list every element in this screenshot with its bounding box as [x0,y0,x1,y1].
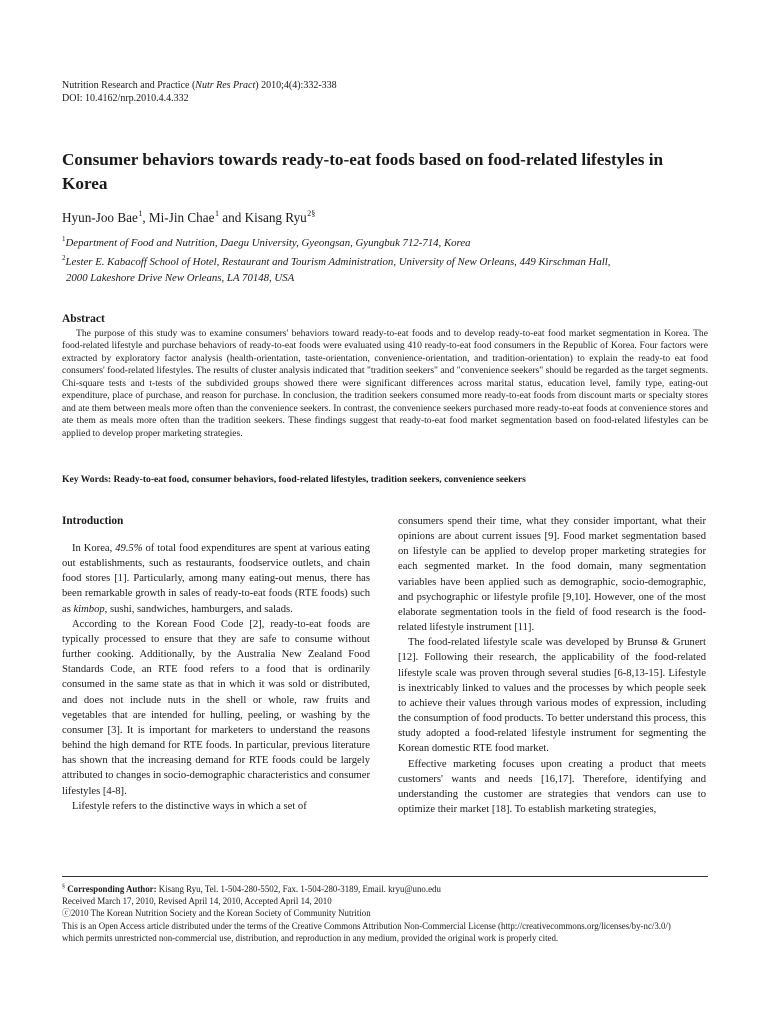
body-column-left [62,514,370,814]
paragraph: consumers spend their time, what they consider important, what their opinions are about current issues [9]. Food market segmentation based on lifestyle can be applied to develop proper marketing strategies for each segmented market. In the food domain, many segmentation variables have been applied such as demographic, socio-demographic, and psychographic or lifestyle profile [9,10]. However, one of the most elaborate segmentation tools in the field of food research is the food-related lifestyle instrument [11]. [398,516,706,634]
author-name: Mi-Jin Chae [148,210,215,225]
affiliation-2-cont: 2000 Lakeshore Drive New Orleans, LA 70148, USA [66,271,295,284]
journal-header [62,80,337,105]
section-heading-introduction: Introduction [62,515,124,527]
affiliations [62,232,722,286]
dates: Received March 17, 2010, Revised April 14, 2010, Accepted April 14, 2010 [62,896,332,907]
author-list: Hyun-Joo Bae$^1$, Mi-Jin Chae$^1$ and Kisang Ryu$^{2\S}$ [62,209,316,225]
abstract-heading: Abstract [62,313,105,325]
journal-citation: Nutrition Research and Practice (Nutr Res Pract) 2010;4(4):332-338 [62,80,337,91]
footnotes [62,881,722,944]
affiliation-1: $^1$Department of Food and Nutrition, Daegu University, Gyeongsan, Gyungbuk 712-714, Korea [62,235,471,249]
footnote-divider [62,876,708,877]
copyright: ⓒ2010 The Korean Nutrition Society and the Korean Society of Community Nutrition [62,908,371,919]
author-name: Kisang Ryu [244,210,307,225]
license-line-2: which permits unrestricted non-commercial use, distribution, and reproduction in any medium, provided the original work is properly cited. [62,932,559,943]
license-line-1: This is an Open Access article distributed under the terms of the Creative Commons Attribution Non-Commercial License (http://creativecommons.org/licenses/by-nc/3.0/) [62,920,671,931]
doi[interactable]: DOI: 10.4162/nrp.2010.4.4.332 [62,92,189,104]
paper-title: Consumer behaviors towards ready-to-eat foods based on food-related lifestyles in Korea [62,150,664,193]
paragraph: According to the Korean Food Code [2], ready-to-eat foods are typically processed to ensure that they are safe to consume without further cooking. Additionally, by the Australia New Zealand Food Standards Code, an RTE food refers to a food that is ordinarily consumed in the same state as that in which it was sold or distributed, and does not include nuts in the shell or whole, raw fruits and vegetables that are intended for hulling, peeling, or washing by the consumer [3]. It is important for marketers to understand the reasons behind the high demand for RTE foods. In particular, previous literature has shown that the increasing demand for RTE foods could be largely attributed to changes in socio-demographic characteristics and consumer lifestyles [4-8]. [62,618,370,797]
abstract-text: The purpose of this study was to examine consumers' behaviors toward ready-to-eat foods and to develop ready-to-eat food market segmentation in Korea. The food-related lifestyle and purchase behaviors of ready-to-eat foods were evaluated using 410 ready-to-eat food consumers in the Republic of Korea. Four factors were extracted by exploratory factor analysis (health-orientation, taste-orientation, convenience-orientation, and tradition-orientation) to explain the ready-to eat food consumers' food-related lifestyles. The results of cluster analysis indicated that "tradition seekers" and "convenience seekers" should be regarded as the target segments. Chi-square tests and t-tests of the subdivided groups showed there were significant differences across marital status, education level, family type, eating-out expenditure, place of purchase, and reason for purchase. In conclusion, the tradition seekers consumed more ready-to-eat foods from discount marts or specialty stores and ate them between meals more often than the convenience seekers. In contrast, the convenience seekers purchased more ready-to-eat foods at convenience stores and ate them as meals more often than the tradition seekers. These findings suggest that ready-to-eat food market segmentation based on food-related lifestyles can be applied to develop proper marketing strategies. [62,328,708,439]
affiliation-2: $^2$Lester E. Kabacoff School of Hotel, Restaurant and Tourism Administration, University of New Orleans, 449 Kirschman Hall, [62,254,611,269]
author-name: Hyun-Joo Bae [62,210,138,225]
paragraph: The food-related lifestyle scale was developed by Brunsø & Grunert [12]. Following their research, the applicability of the food-related lifestyle scale was proven through several studies [6-8,13-15]. Lifestyle is inextricably linked to values and the processes by which people seek to achieve their values through various modes of expression, including the consumption of food products. To better understand this process, this study adopted a food-related lifestyle instrument for segmenting the Korean domestic RTE food market. [398,637,706,755]
body-column-right [398,514,706,817]
paragraph: Lifestyle refers to the distinctive ways in which a set of [72,800,307,812]
corresponding-author: § Corresponding Author: Kisang Ryu, Tel. 1-504-280-5502, Fax. 1-504-280-3189, Email. kryu@uno.edu [62,884,441,894]
keywords: Key Words: Ready-to-eat food, consumer behaviors, food-related lifestyles, tradition seekers, convenience seekers [62,474,526,485]
paragraph: In Korea, 49.5% of total food expenditures are spent at various eating out establishments, such as restaurants, foodservice outlets, and chain food stores [1]. Particularly, among many eating-out menus, there has been remarkable growth in sales of ready-to-eat foods (RTE foods) such as kimbop, sushi, sandwiches, hamburgers, and salads. [62,543,370,615]
paragraph: Effective marketing focuses upon creating a product that meets customers' wants and needs [16,17]. Therefore, identifying and understanding the customer are strategies that vendors can use to optimize their market [18]. To establish marketing strategies, [398,758,706,815]
